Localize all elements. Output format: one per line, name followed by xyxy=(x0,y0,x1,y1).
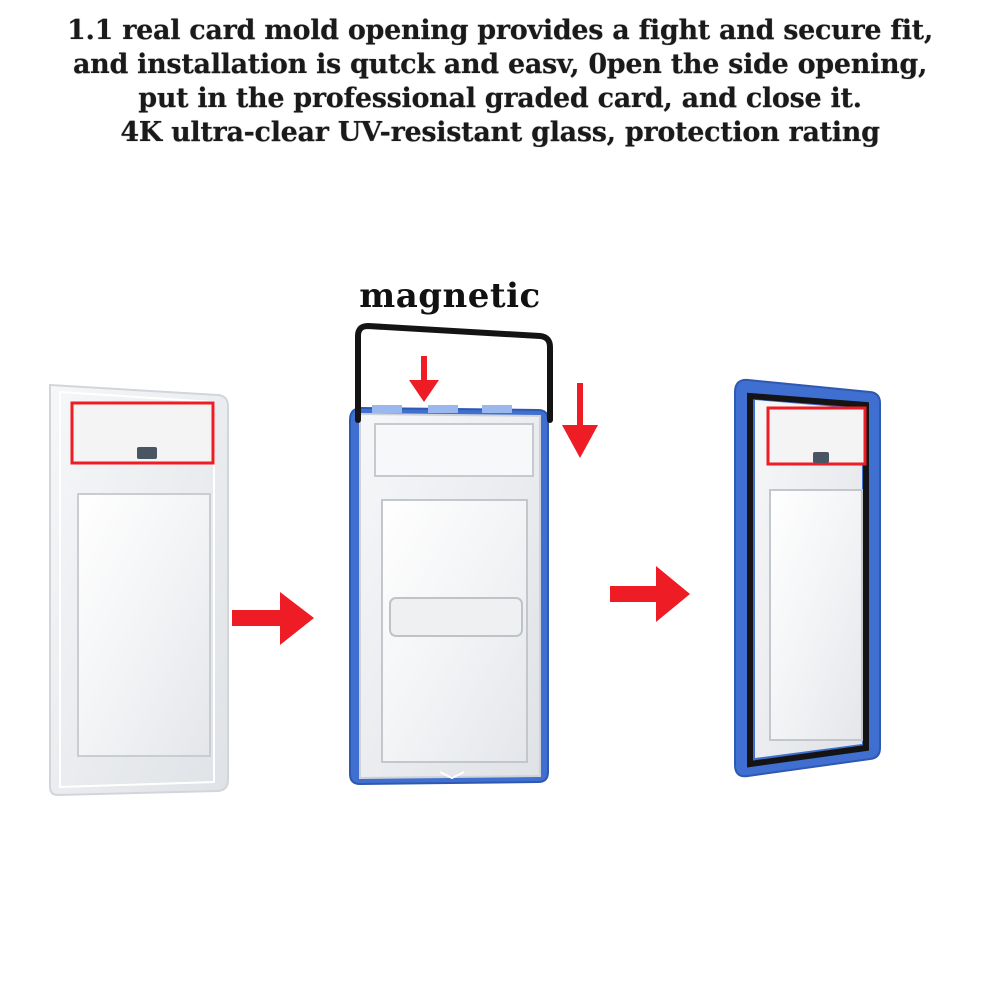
right-arrow-icon xyxy=(232,592,314,645)
closed-card-window xyxy=(770,490,862,740)
caption-line-4: 4K ultra-clear UV-resistant glass, protection rating xyxy=(120,117,880,148)
graded-card-slab xyxy=(50,385,228,795)
case-slot xyxy=(390,598,522,636)
down-arrow-icon xyxy=(409,356,439,402)
down-arrow-icon xyxy=(562,383,598,458)
caption-line-1: 1.1 real card mold opening provides a fight and secure fit, xyxy=(67,15,933,46)
right-arrow-icon xyxy=(610,566,690,622)
slab-card-window xyxy=(78,494,210,756)
caption-line-2: and installation is qutck and easv, 0pen the side opening, xyxy=(72,49,928,80)
magnetic-case-closed xyxy=(735,380,880,776)
magnetic-label: magnetic xyxy=(359,276,541,316)
caption-line-3: put in the professional graded card, and close it. xyxy=(138,83,862,114)
closed-label-chip xyxy=(813,452,829,463)
magnetic-case-open xyxy=(350,326,550,784)
case-label-window xyxy=(375,424,533,476)
slab-label-chip xyxy=(137,447,157,459)
